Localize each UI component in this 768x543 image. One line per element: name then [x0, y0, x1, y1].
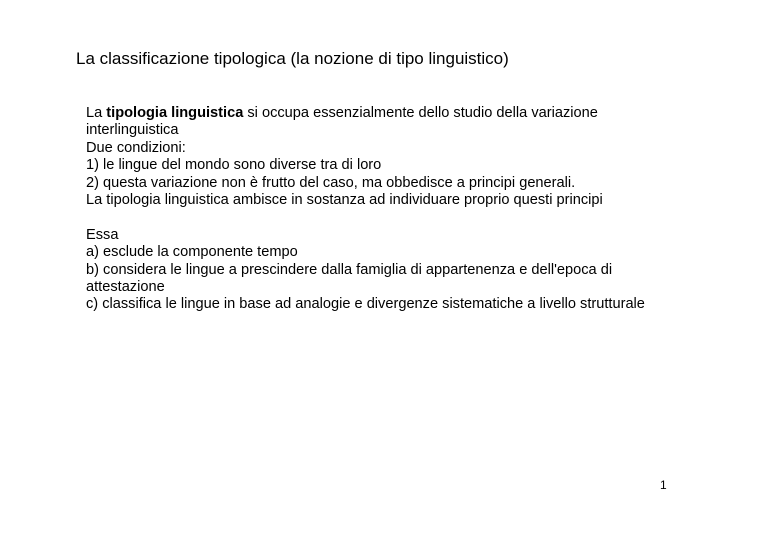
- slide-title: La classificazione tipologica (la nozione di tipo linguistico): [76, 49, 509, 68]
- intro-suffix: si occupa essenzialmente dello studio della variazione interlinguistica: [86, 105, 598, 139]
- condition-1: 1) le lingue del mondo sono diverse tra di loro: [86, 157, 382, 174]
- slide-body: [86, 105, 686, 314]
- page-number: 1: [660, 478, 667, 492]
- section2-item-a: a) esclude la componente tempo: [86, 244, 298, 261]
- intro-prefix: La: [86, 105, 107, 121]
- conditions-heading: Due condizioni:: [86, 139, 186, 156]
- section2-item-c: c) classifica le lingue in base ad analogie e divergenze sistematiche a livello strutturale: [86, 296, 645, 313]
- condition-2: 2) questa variazione non è frutto del caso, ma obbedisce a principi generali.: [86, 174, 576, 191]
- paragraph-gap: [86, 209, 686, 226]
- intro-bold-term: tipologia linguistica: [106, 105, 244, 121]
- intro-paragraph: [86, 105, 686, 140]
- conclusion-line: La tipologia linguistica ambisce in sostanza ad individuare proprio questi principi: [86, 192, 603, 209]
- section2-heading: Essa: [86, 226, 119, 243]
- section2-item-b: b) considera le lingue a prescindere dalla famiglia di appartenenza e dell'epoca di attestazione: [86, 261, 613, 296]
